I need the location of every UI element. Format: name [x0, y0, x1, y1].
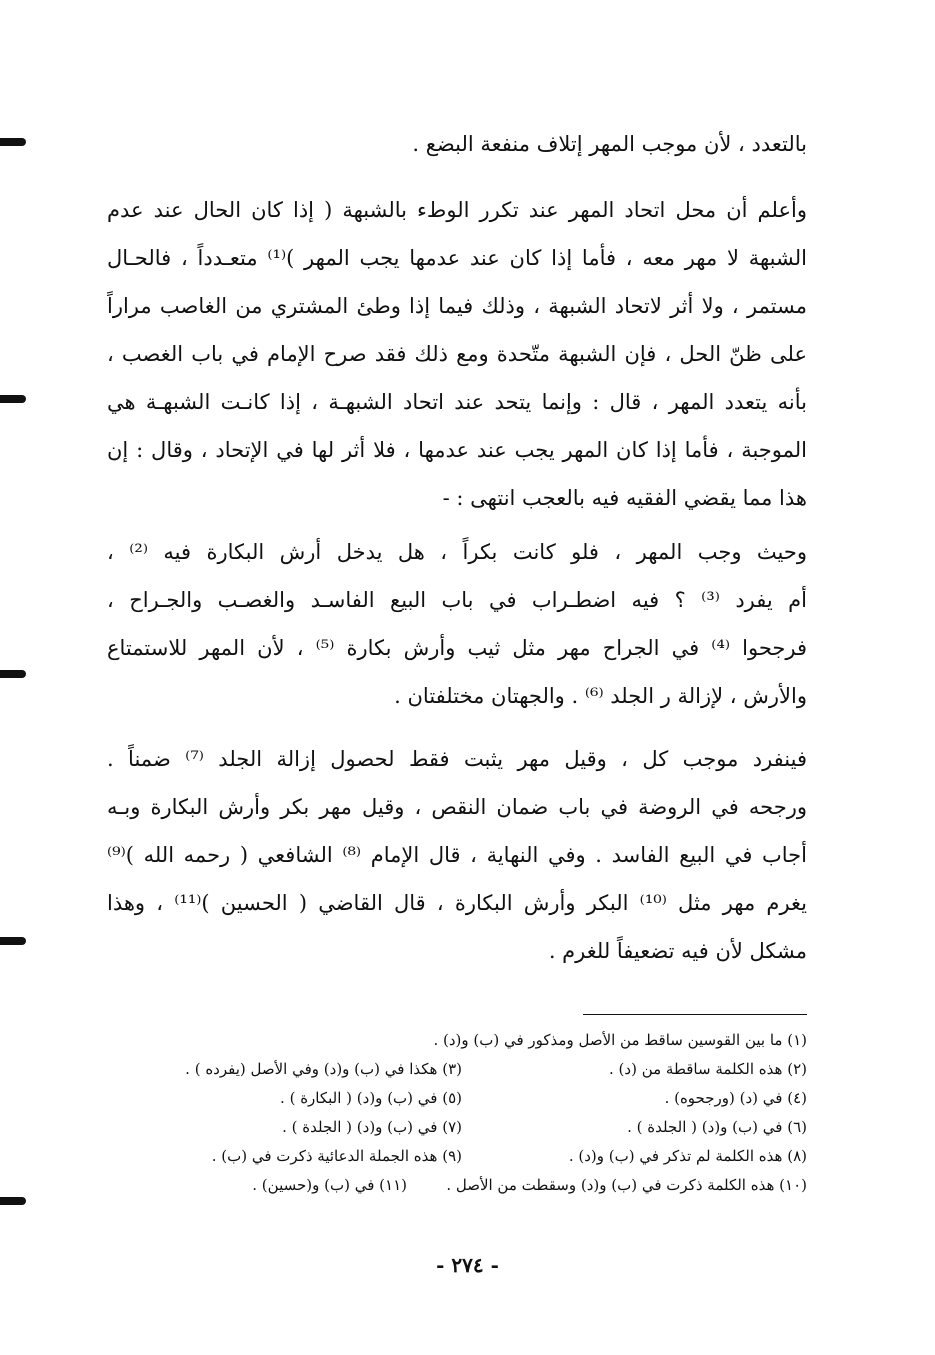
footnote: (٤) في (د) (ورجحوه) .: [664, 1089, 807, 1107]
paragraph-3: [107, 528, 807, 720]
footnote-row: [107, 1026, 807, 1055]
footnotes: [107, 1026, 807, 1200]
text-line: يغرم مهر مثل ⁽¹⁰⁾ البكر وأرش البكارة ، قال القاضي ( الحسين )⁽¹¹⁾ ، وهذا: [107, 891, 807, 915]
footnote-row: [107, 1084, 807, 1113]
footnote: (٢) هذه الكلمة ساقطة من (د) .: [609, 1060, 807, 1078]
footnote-separator: [583, 1014, 807, 1015]
footnote: (١١) في (ب) و(حسين) .: [252, 1176, 407, 1194]
text-line: وحيث وجب المهر ، فلو كانت بكراً ، هل يدخل أرش البكارة فيه ⁽²⁾ ،: [107, 540, 807, 564]
scan-edge-mark: [0, 138, 26, 146]
text-line: الشبهة لا مهر معه ، فأما إذا كان عند عدمها يجب المهر )⁽¹⁾ متعـدداً ، فالحـال: [107, 246, 807, 270]
paragraph-4: [107, 735, 807, 975]
footnote: (٦) في (ب) و(د) ( الجلدة ) .: [627, 1118, 807, 1136]
text-line: وأعلم أن محل اتحاد المهر عند تكرر الوطء بالشبهة ( إذا كان الحال عند عدم: [107, 198, 807, 222]
footnote: (١٠) هذه الكلمة ذكرت في (ب) و(د) وسقطت من الأصل .: [446, 1176, 807, 1194]
text-line: أجاب في البيع الفاسد . وفي النهاية ، قال الإمام ⁽⁸⁾ الشافعي ( رحمه الله )⁽⁹⁾: [107, 843, 807, 867]
footnote-row: [107, 1055, 807, 1084]
text-line: والأرش ، لإزالة ر الجلد ⁽⁶⁾ . والجهتان مختلفتان .: [394, 684, 807, 708]
footnote: (٣) هكذا في (ب) و(د) وفي الأصل (يفرده ) .: [185, 1060, 462, 1078]
text-line: مستمر ، ولا أثر لاتحاد الشبهة ، وذلك فيما إذا وطئ المشتري من الغاصب مراراً: [107, 294, 807, 318]
paragraph-2: [107, 186, 807, 522]
text-line: مشكل لأن فيه تضعيفاً للغرم .: [548, 939, 807, 963]
text-line: بالتعدد ، لأن موجب المهر إتلاف منفعة البضع .: [412, 132, 807, 156]
scan-edge-mark: [0, 395, 26, 403]
scan-edge-mark: [0, 937, 26, 945]
scan-edge-mark: [0, 1197, 26, 1205]
footnote: (١) ما بين القوسين ساقط من الأصل ومذكور في (ب) و(د) .: [433, 1031, 807, 1049]
scan-edge-mark: [0, 670, 26, 678]
text-line: ورجحه في الروضة في باب ضمان النقص ، وقيل مهر بكر وأرش البكارة وبـه: [107, 795, 807, 819]
text-line: فرجحوا ⁽⁴⁾ في الجراح مهر مثل ثيب وأرش بكارة ⁽⁵⁾ ، لأن المهر للاستمتاع: [107, 636, 807, 660]
text-line: هذا مما يقضي الفقيه فيه بالعجب انتهى : -: [442, 486, 807, 510]
paragraph-1: [107, 120, 807, 168]
text-line: بأنه يتعدد المهر ، قال : وإنما يتحد عند اتحاد الشبهـة ، إذا كانـت الشبهـة هي: [107, 390, 807, 414]
footnote-row: [107, 1171, 807, 1200]
footnote: (٩) هذه الجملة الدعائية ذكرت في (ب) .: [211, 1147, 462, 1165]
text-line: على ظنّ الحل ، فإن الشبهة متّحدة ومع ذلك فقد صرح الإمام في باب الغصب ،: [107, 342, 807, 366]
footnote-row: [107, 1142, 807, 1171]
footnote: (٥) في (ب) و(د) ( البكارة ) .: [280, 1089, 462, 1107]
page-number: - ٢٧٤ -: [436, 1253, 499, 1277]
footnote-row: [107, 1113, 807, 1142]
footnote: (٨) هذه الكلمة لم تذكر في (ب) و(د) .: [568, 1147, 807, 1165]
text-line: أم يفرد ⁽³⁾ ؟ فيه اضطـراب في باب البيع الفاسـد والغصـب والجـراح ،: [107, 588, 807, 612]
text-line: الموجبة ، فأما إذا كان المهر يجب عند عدمها ، فلا أثر لها في الإتحاد ، وقال : إن: [107, 438, 807, 462]
footnote: (٧) في (ب) و(د) ( الجلدة ) .: [282, 1118, 462, 1136]
text-line: فينفرد موجب كل ، وقيل مهر يثبت فقط لحصول إزالة الجلد ⁽⁷⁾ ضمناً .: [107, 747, 807, 771]
